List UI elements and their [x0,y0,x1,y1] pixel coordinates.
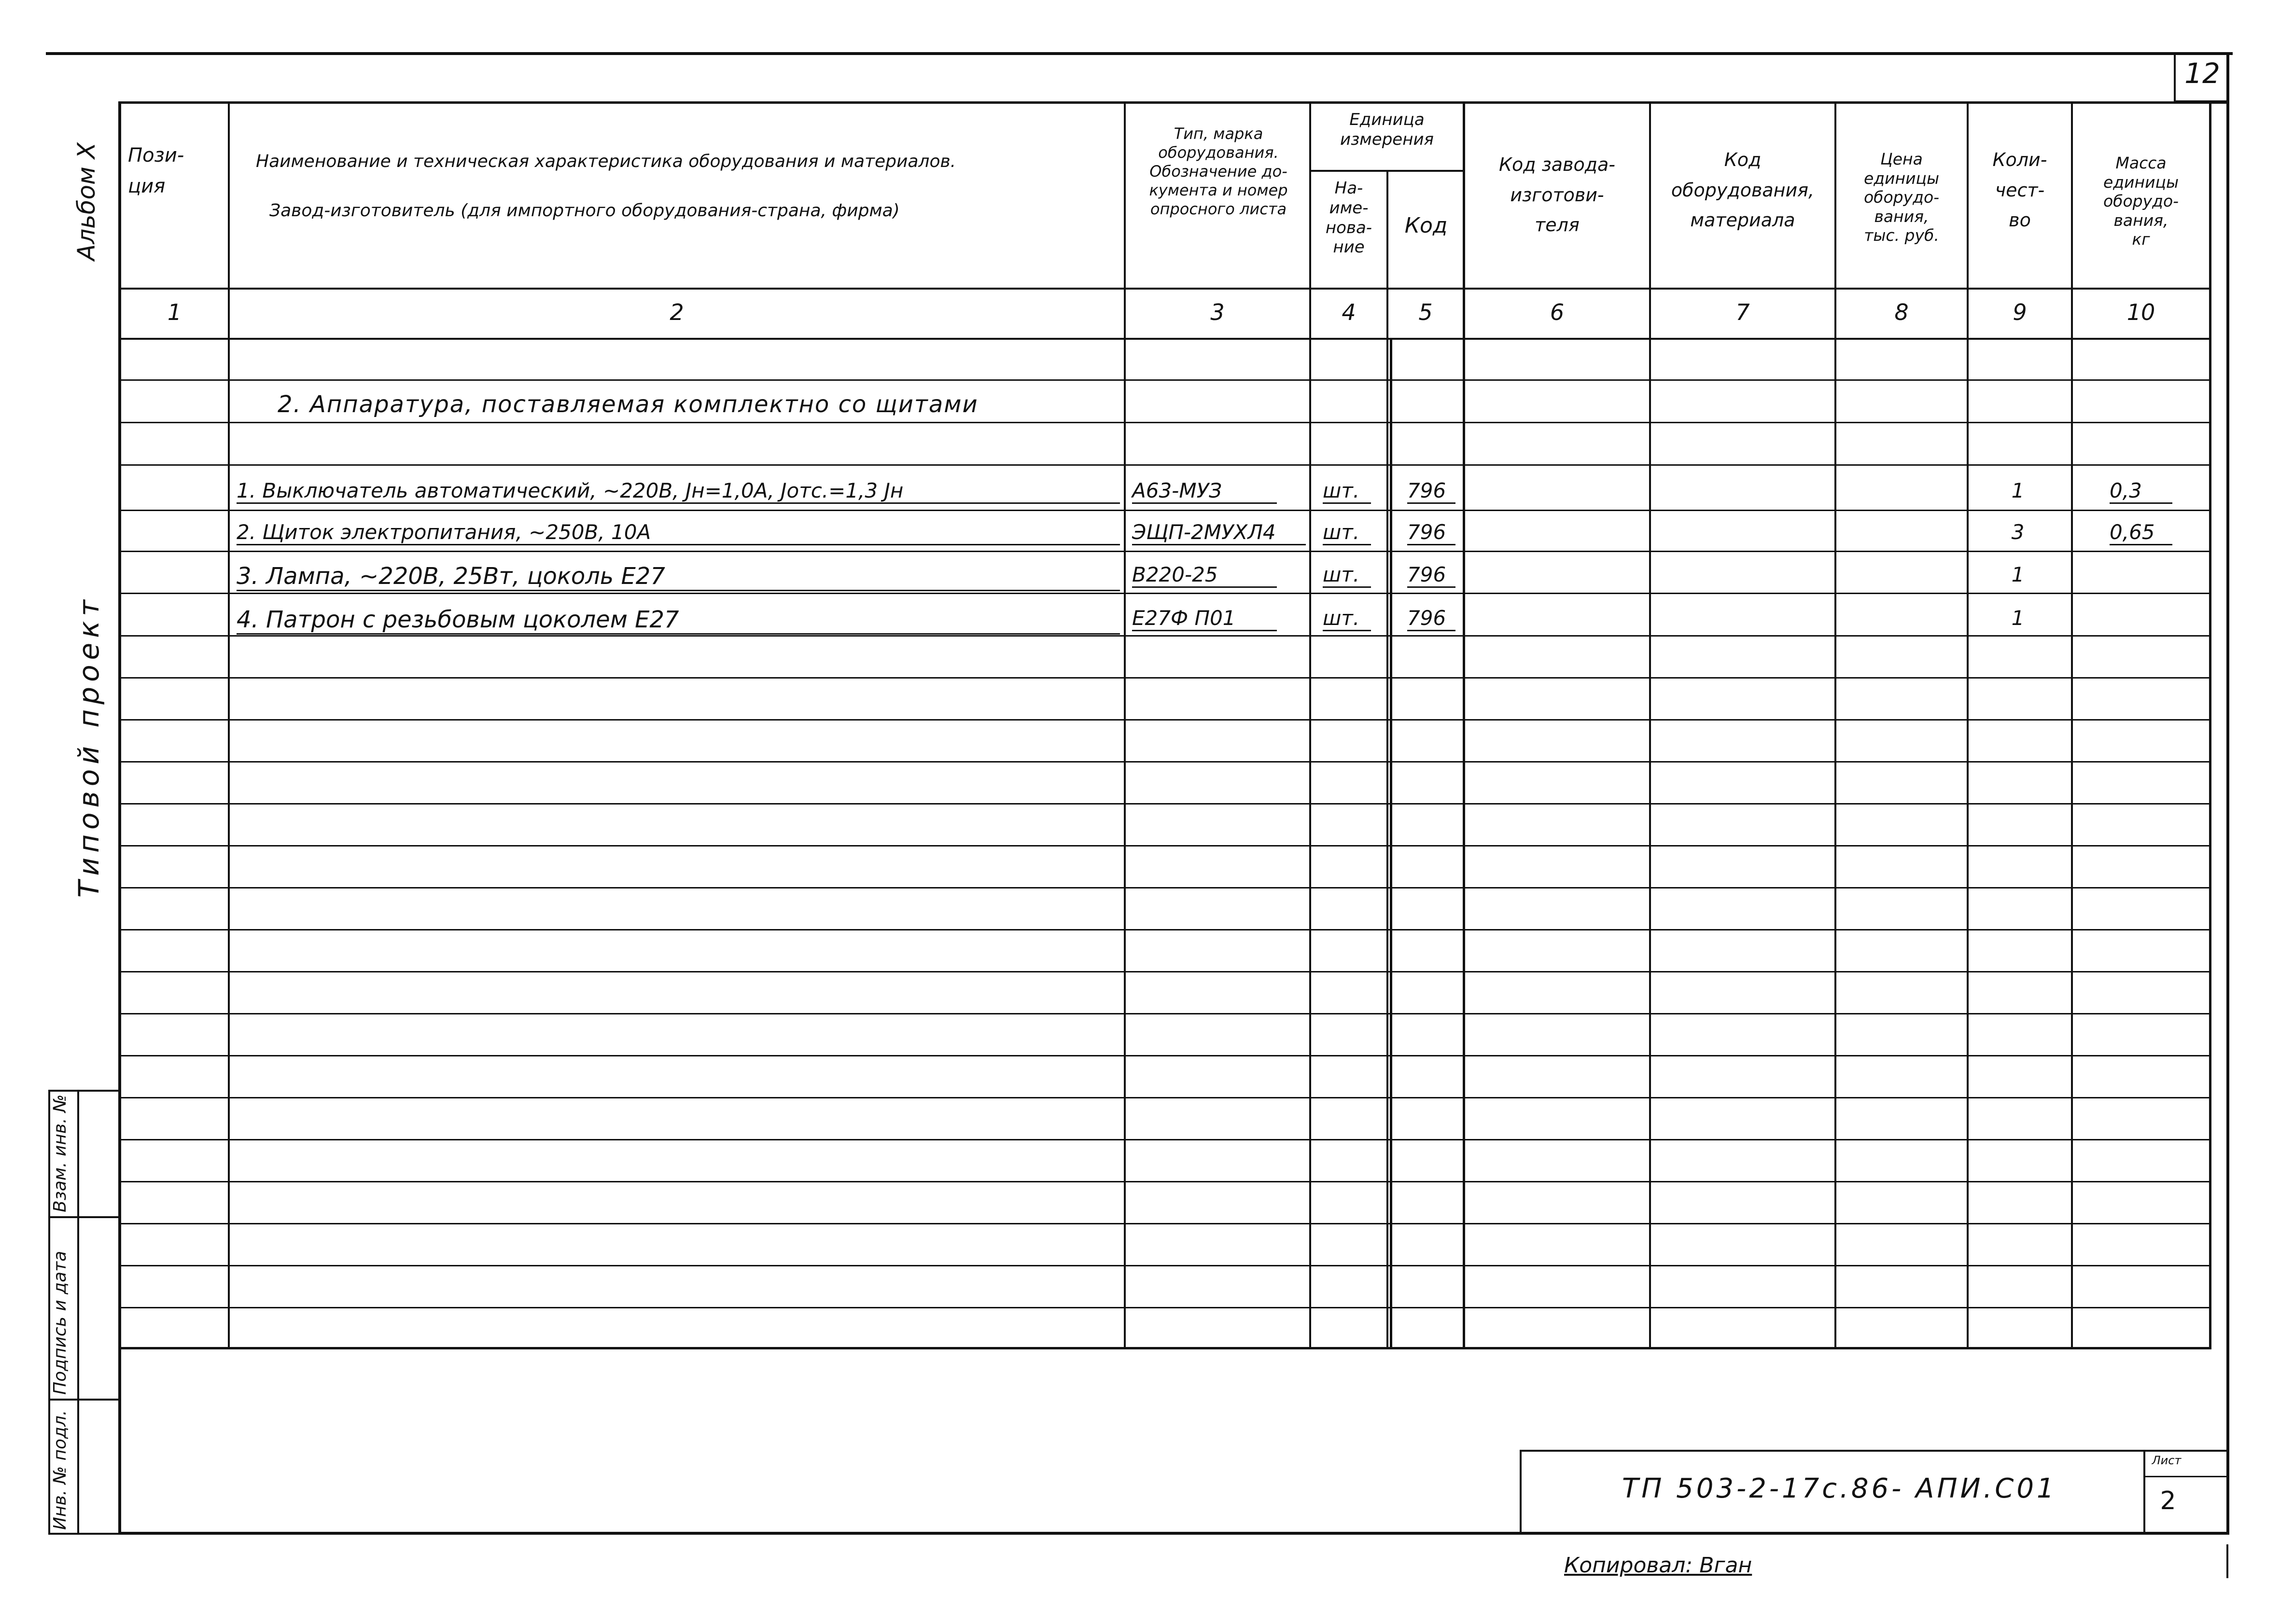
stamp-label-inv: Инв. № подл. [50,1410,70,1530]
row-3-name: 3. Лампа, ~220В, 25Вт, цоколь Е27 [237,563,1120,591]
row-1-name: 1. Выключатель автоматический, ~220В, Jн=1,0А, Jотс.=1,3 Jн [237,479,1120,504]
header-position: Пози- ция [128,144,184,197]
row-line [118,677,2211,679]
colnum-7: 7 [1735,299,1750,325]
stamp-label-sign: Подпись и дата [50,1250,70,1395]
row-line [118,551,2211,552]
row-line [118,1139,2211,1140]
section-title: 2. Аппаратура, поставляемая комплектно со щитами [278,391,979,418]
header-unit-name: На- име- нова- ние [1325,179,1372,257]
table-right [2209,101,2211,1349]
colnum-9: 9 [2013,299,2027,325]
page-number-box-left [2174,52,2176,101]
stamp-strip-top [48,1090,120,1092]
row-4-type: Е27Ф П01 [1132,606,1277,631]
row-2-qty: 3 [2011,520,2025,544]
row-line [118,971,2211,972]
header-bottom [118,288,2211,290]
unit-group-divider [1309,170,1464,172]
row-4-code: 796 [1407,606,1455,631]
row-3-qty: 1 [2011,563,2025,586]
sheet-label: Лист [2152,1454,2182,1467]
row-line [118,1013,2211,1014]
col-sep-3 [1309,101,1311,1349]
row-1-unit: шт. [1323,479,1371,504]
stamp-strip-col [77,1090,79,1535]
header-unit-group: Единица измерения [1340,110,1434,149]
row-line [118,929,2211,930]
col-sep-9 [2071,101,2073,1349]
page-number: 12 [2184,57,2220,90]
row-1-type: А63-МУЗ [1132,479,1277,504]
col-sep-8 [1967,101,1969,1349]
row-4-unit: шт. [1323,606,1371,631]
row-3-type: В220-25 [1132,563,1277,588]
col-sep-5 [1463,101,1465,1349]
row-4-qty: 1 [2011,606,2025,630]
colnum-5: 5 [1418,299,1433,325]
colnum-10: 10 [2126,299,2155,325]
row-line [118,761,2211,763]
col-sep-6 [1649,101,1651,1349]
row-line [118,593,2211,594]
top-rule [46,52,2233,55]
stamp-label-replace: Взам. инв. № [50,1094,70,1212]
colnum-8: 8 [1894,299,1909,325]
title-block-top [1520,1450,2229,1452]
row-2-name: 2. Щиток электропитания, ~250В, 10А [237,520,1120,545]
document-designation: ТП 503-2-17с.86- АПИ.С01 [1622,1473,2057,1504]
header-name-line2: Завод-изготовитель (для импортного оборудования-страна, фирма) [269,201,900,221]
table-top [118,101,2228,104]
stamp-strip-bottom [48,1533,120,1535]
album-label: Альбом X [72,142,100,261]
row-2-type: ЭЩП-2МУХЛ4 [1132,520,1306,545]
header-factory-code: Код завода- изготови- теля [1499,154,1615,236]
col-sep-4 [1386,171,1388,1349]
copied-by-note: Копировал: Вган [1564,1553,1752,1578]
frame-bottom [118,1532,2229,1535]
colnum-bottom [118,338,2211,340]
right-tick [2226,1544,2228,1578]
row-3-unit: шт. [1323,563,1371,588]
header-mass: Масса единицы оборудо- вания, кг [2103,153,2179,249]
row-2-mass: 0,65 [2110,520,2172,545]
col-sep-7 [1834,101,1836,1349]
row-line [118,635,2211,637]
row-line [118,803,2211,805]
row-2-unit: шт. [1323,520,1371,545]
sheet-number: 2 [2160,1486,2176,1515]
stamp-strip-div2 [48,1399,120,1401]
row-line [118,464,2211,466]
row-line [118,719,2211,721]
row-line [118,1223,2211,1224]
row-line [118,379,2211,381]
header-price: Цена единицы оборудо- вания, тыс. руб. [1863,150,1940,245]
row-line [118,1307,2211,1308]
row-3-code: 796 [1407,563,1455,588]
colnum-2: 2 [670,299,684,325]
table-bottom [118,1347,2211,1349]
col5-accent [1390,338,1392,1349]
row-line [118,1181,2211,1182]
row-line [118,845,2211,847]
header-type: Тип, марка оборудования. Обозначение до- кумента и номер опросного листа [1149,125,1288,219]
colnum-1: 1 [167,299,182,325]
title-block-left [1520,1450,1522,1535]
row-line [118,422,2211,423]
stamp-strip-div1 [48,1216,120,1218]
row-1-mass: 0,3 [2110,479,2172,504]
header-unit-code: Код [1404,213,1448,238]
header-name-line1: Наименование и техническая характеристика оборудования и материалов. [256,152,956,171]
row-line [118,1097,2211,1098]
row-1-code: 796 [1407,479,1455,504]
row-line [118,1265,2211,1266]
title-block-sheet-sep [2143,1450,2145,1535]
project-label: Типовой проект [72,595,105,898]
row-4-name: 4. Патрон с резьбовым цоколем Е27 [237,606,1120,635]
col-sep-2 [1124,101,1126,1349]
row-1-qty: 1 [2011,479,2025,502]
row-line [118,887,2211,888]
header-equipment-code: Код оборудования, материала [1671,149,1815,231]
colnum-6: 6 [1550,299,1565,325]
colnum-4: 4 [1342,299,1356,325]
col-sep-1 [228,101,230,1349]
header-quantity: Коли- чест- во [1992,149,2047,231]
row-line [118,1055,2211,1056]
title-block-sheet-div [2143,1476,2229,1477]
colnum-3: 3 [1210,299,1225,325]
row-2-code: 796 [1407,520,1455,545]
frame-right [2226,52,2229,1535]
row-line [118,510,2211,511]
